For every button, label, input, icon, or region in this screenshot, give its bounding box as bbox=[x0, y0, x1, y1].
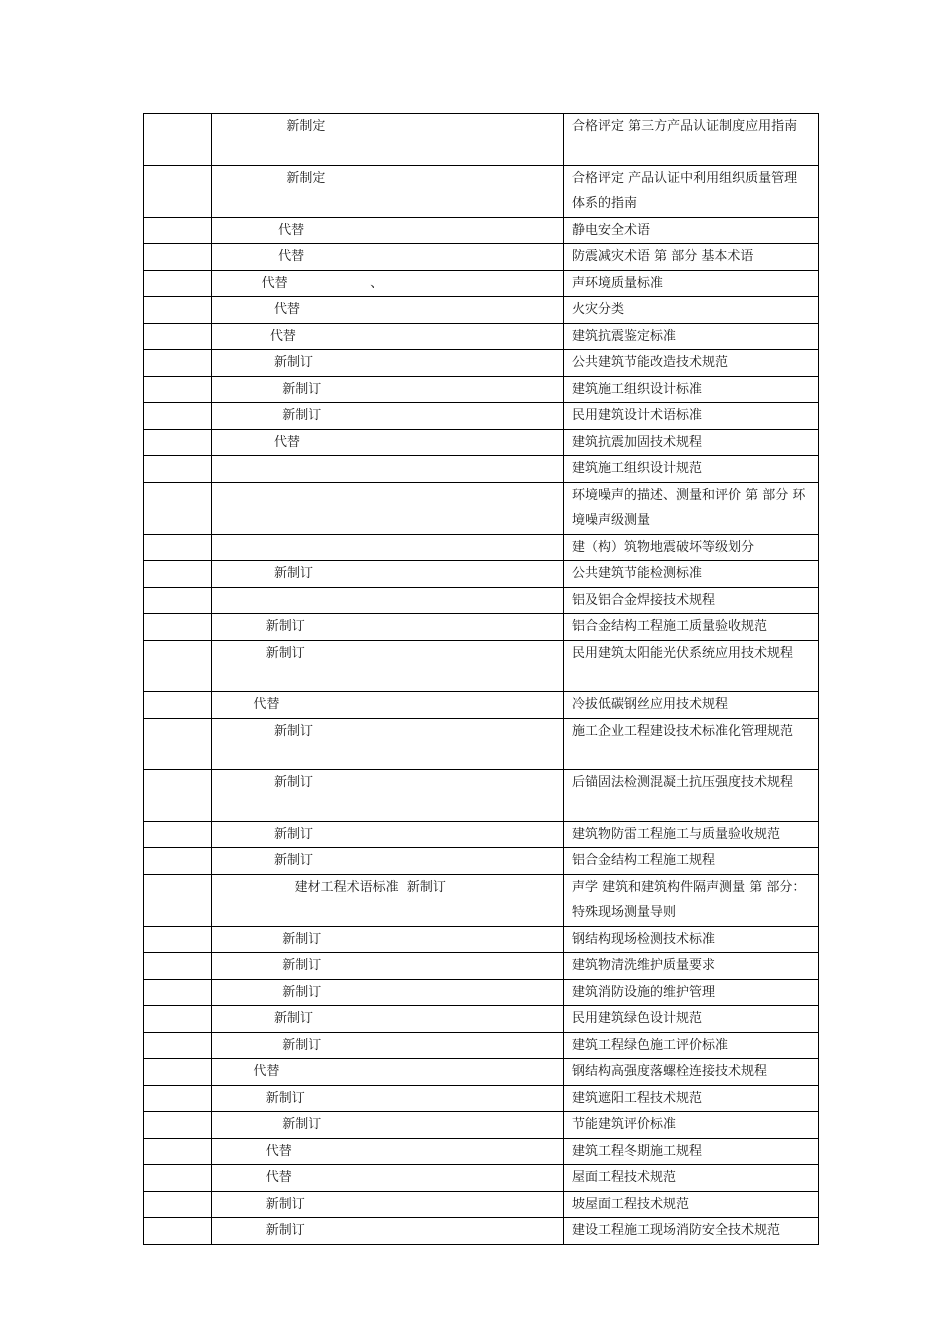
table-row bbox=[144, 217, 819, 244]
table-row bbox=[144, 1218, 819, 1245]
table-row bbox=[144, 482, 819, 534]
table-row bbox=[144, 1059, 819, 1086]
standard-name-cell: 火灾分类 bbox=[564, 297, 819, 324]
status-cell bbox=[212, 587, 564, 614]
status-cell: 新制订 bbox=[212, 403, 564, 430]
status-cell: 新制订 bbox=[212, 1085, 564, 1112]
code-cell bbox=[144, 270, 212, 297]
standard-name-cell: 铝合金结构工程施工规程 bbox=[564, 848, 819, 875]
code-cell bbox=[144, 1059, 212, 1086]
table-row bbox=[144, 244, 819, 271]
standard-name-cell: 冷拔低碳钢丝应用技术规程 bbox=[564, 692, 819, 719]
standard-name-cell: 建筑物防雷工程施工与质量验收规范 bbox=[564, 821, 819, 848]
table-row bbox=[144, 561, 819, 588]
code-cell bbox=[144, 1191, 212, 1218]
table-row bbox=[144, 350, 819, 377]
status-cell: 新制订 bbox=[212, 821, 564, 848]
status-cell: 新制订 bbox=[212, 1032, 564, 1059]
status-cell: 代替 bbox=[212, 429, 564, 456]
table-row bbox=[144, 926, 819, 953]
table-row bbox=[144, 165, 819, 217]
standard-name-cell: 声学 建筑和建筑构件隔声测量 第 部分：特殊现场测量导则 bbox=[564, 874, 819, 926]
standard-name-cell: 节能建筑评价标准 bbox=[564, 1112, 819, 1139]
status-cell: 新制订 bbox=[212, 848, 564, 875]
table-row bbox=[144, 1085, 819, 1112]
standard-name-cell: 静电安全术语 bbox=[564, 217, 819, 244]
table-row bbox=[144, 1006, 819, 1033]
table-row bbox=[144, 1138, 819, 1165]
status-cell bbox=[212, 482, 564, 534]
status-cell: 代替 bbox=[212, 244, 564, 271]
table-row bbox=[144, 692, 819, 719]
code-cell bbox=[144, 692, 212, 719]
standard-name-cell: 防震减灾术语 第 部分 基本术语 bbox=[564, 244, 819, 271]
table-row bbox=[144, 874, 819, 926]
table-row bbox=[144, 770, 819, 822]
standard-name-cell: 民用建筑绿色设计规范 bbox=[564, 1006, 819, 1033]
table-row bbox=[144, 979, 819, 1006]
table-row bbox=[144, 456, 819, 483]
table-row bbox=[144, 376, 819, 403]
code-cell bbox=[144, 1032, 212, 1059]
standard-name-cell: 屋面工程技术规范 bbox=[564, 1165, 819, 1192]
code-cell bbox=[144, 165, 212, 217]
status-cell: 新制订 bbox=[212, 953, 564, 980]
status-cell: 代替 、 bbox=[212, 270, 564, 297]
standard-name-cell: 建（构）筑物地震破坏等级划分 bbox=[564, 534, 819, 561]
table-row bbox=[144, 1032, 819, 1059]
status-cell: 新制定 bbox=[212, 114, 564, 166]
standard-name-cell: 建筑工程冬期施工规程 bbox=[564, 1138, 819, 1165]
standard-name-cell: 公共建筑节能改造技术规范 bbox=[564, 350, 819, 377]
code-cell bbox=[144, 244, 212, 271]
table-row bbox=[144, 323, 819, 350]
standard-name-cell: 后锚固法检测混凝土抗压强度技术规程 bbox=[564, 770, 819, 822]
table-row bbox=[144, 821, 819, 848]
code-cell bbox=[144, 1112, 212, 1139]
standard-name-cell: 合格评定 产品认证中利用组织质量管理体系的指南 bbox=[564, 165, 819, 217]
status-cell: 新制订 bbox=[212, 718, 564, 770]
standard-name-cell: 建筑工程绿色施工评价标准 bbox=[564, 1032, 819, 1059]
standard-name-cell: 民用建筑太阳能光伏系统应用技术规程 bbox=[564, 640, 819, 692]
code-cell bbox=[144, 1138, 212, 1165]
status-cell: 新制订 bbox=[212, 1218, 564, 1245]
code-cell bbox=[144, 953, 212, 980]
status-cell: 代替 bbox=[212, 323, 564, 350]
status-cell: 新制订 bbox=[212, 1112, 564, 1139]
code-cell bbox=[144, 350, 212, 377]
table-row bbox=[144, 587, 819, 614]
table-row bbox=[144, 429, 819, 456]
status-cell: 新制订 bbox=[212, 350, 564, 377]
code-cell bbox=[144, 323, 212, 350]
status-cell: 建材工程术语标准 新制订 bbox=[212, 874, 564, 926]
code-cell bbox=[144, 482, 212, 534]
standard-name-cell: 公共建筑节能检测标准 bbox=[564, 561, 819, 588]
status-cell bbox=[212, 534, 564, 561]
standard-name-cell: 铝及铝合金焊接技术规程 bbox=[564, 587, 819, 614]
code-cell bbox=[144, 1006, 212, 1033]
standard-name-cell: 建筑施工组织设计规范 bbox=[564, 456, 819, 483]
status-cell: 新制订 bbox=[212, 1006, 564, 1033]
code-cell bbox=[144, 587, 212, 614]
code-cell bbox=[144, 1218, 212, 1245]
status-cell bbox=[212, 456, 564, 483]
code-cell bbox=[144, 640, 212, 692]
table-row bbox=[144, 114, 819, 166]
status-cell: 新制订 bbox=[212, 561, 564, 588]
table-row bbox=[144, 534, 819, 561]
status-cell: 新制订 bbox=[212, 926, 564, 953]
standard-name-cell: 环境噪声的描述、测量和评价 第 部分 环境噪声级测量 bbox=[564, 482, 819, 534]
code-cell bbox=[144, 217, 212, 244]
table-row bbox=[144, 718, 819, 770]
table-row bbox=[144, 403, 819, 430]
status-cell: 代替 bbox=[212, 1165, 564, 1192]
table-row bbox=[144, 1112, 819, 1139]
status-cell: 代替 bbox=[212, 1138, 564, 1165]
code-cell bbox=[144, 979, 212, 1006]
standard-name-cell: 声环境质量标准 bbox=[564, 270, 819, 297]
standard-name-cell: 建筑抗震鉴定标准 bbox=[564, 323, 819, 350]
standard-name-cell: 施工企业工程建设技术标准化管理规范 bbox=[564, 718, 819, 770]
status-cell: 新制订 bbox=[212, 979, 564, 1006]
code-cell bbox=[144, 848, 212, 875]
standards-table-body bbox=[144, 114, 819, 1245]
code-cell bbox=[144, 561, 212, 588]
status-cell: 新制订 bbox=[212, 1191, 564, 1218]
status-cell: 代替 bbox=[212, 1059, 564, 1086]
status-cell: 代替 bbox=[212, 692, 564, 719]
code-cell bbox=[144, 926, 212, 953]
code-cell bbox=[144, 403, 212, 430]
standard-name-cell: 建筑物清洗维护质量要求 bbox=[564, 953, 819, 980]
code-cell bbox=[144, 456, 212, 483]
status-cell: 新制订 bbox=[212, 614, 564, 641]
code-cell bbox=[144, 429, 212, 456]
standards-table bbox=[143, 113, 819, 1245]
standard-name-cell: 钢结构现场检测技术标准 bbox=[564, 926, 819, 953]
code-cell bbox=[144, 874, 212, 926]
table-row bbox=[144, 1165, 819, 1192]
status-cell: 新制定 bbox=[212, 165, 564, 217]
code-cell bbox=[144, 297, 212, 324]
code-cell bbox=[144, 821, 212, 848]
table-row bbox=[144, 848, 819, 875]
standard-name-cell: 铝合金结构工程施工质量验收规范 bbox=[564, 614, 819, 641]
standard-name-cell: 建筑遮阳工程技术规范 bbox=[564, 1085, 819, 1112]
table-row bbox=[144, 297, 819, 324]
status-cell: 新制订 bbox=[212, 376, 564, 403]
status-cell: 代替 bbox=[212, 297, 564, 324]
code-cell bbox=[144, 718, 212, 770]
code-cell bbox=[144, 534, 212, 561]
code-cell bbox=[144, 376, 212, 403]
standard-name-cell: 建筑消防设施的维护管理 bbox=[564, 979, 819, 1006]
standard-name-cell: 合格评定 第三方产品认证制度应用指南 bbox=[564, 114, 819, 166]
code-cell bbox=[144, 1085, 212, 1112]
table-row bbox=[144, 640, 819, 692]
table-row bbox=[144, 1191, 819, 1218]
status-cell: 代替 bbox=[212, 217, 564, 244]
table-row bbox=[144, 614, 819, 641]
table-row bbox=[144, 953, 819, 980]
standard-name-cell: 民用建筑设计术语标准 bbox=[564, 403, 819, 430]
standard-name-cell: 建设工程施工现场消防安全技术规范 bbox=[564, 1218, 819, 1245]
standard-name-cell: 建筑抗震加固技术规程 bbox=[564, 429, 819, 456]
code-cell bbox=[144, 770, 212, 822]
status-cell: 新制订 bbox=[212, 770, 564, 822]
table-row bbox=[144, 270, 819, 297]
code-cell bbox=[144, 1165, 212, 1192]
code-cell bbox=[144, 614, 212, 641]
standard-name-cell: 建筑施工组织设计标准 bbox=[564, 376, 819, 403]
code-cell bbox=[144, 114, 212, 166]
status-cell: 新制订 bbox=[212, 640, 564, 692]
standard-name-cell: 坡屋面工程技术规范 bbox=[564, 1191, 819, 1218]
standard-name-cell: 钢结构高强度落螺栓连接技术规程 bbox=[564, 1059, 819, 1086]
